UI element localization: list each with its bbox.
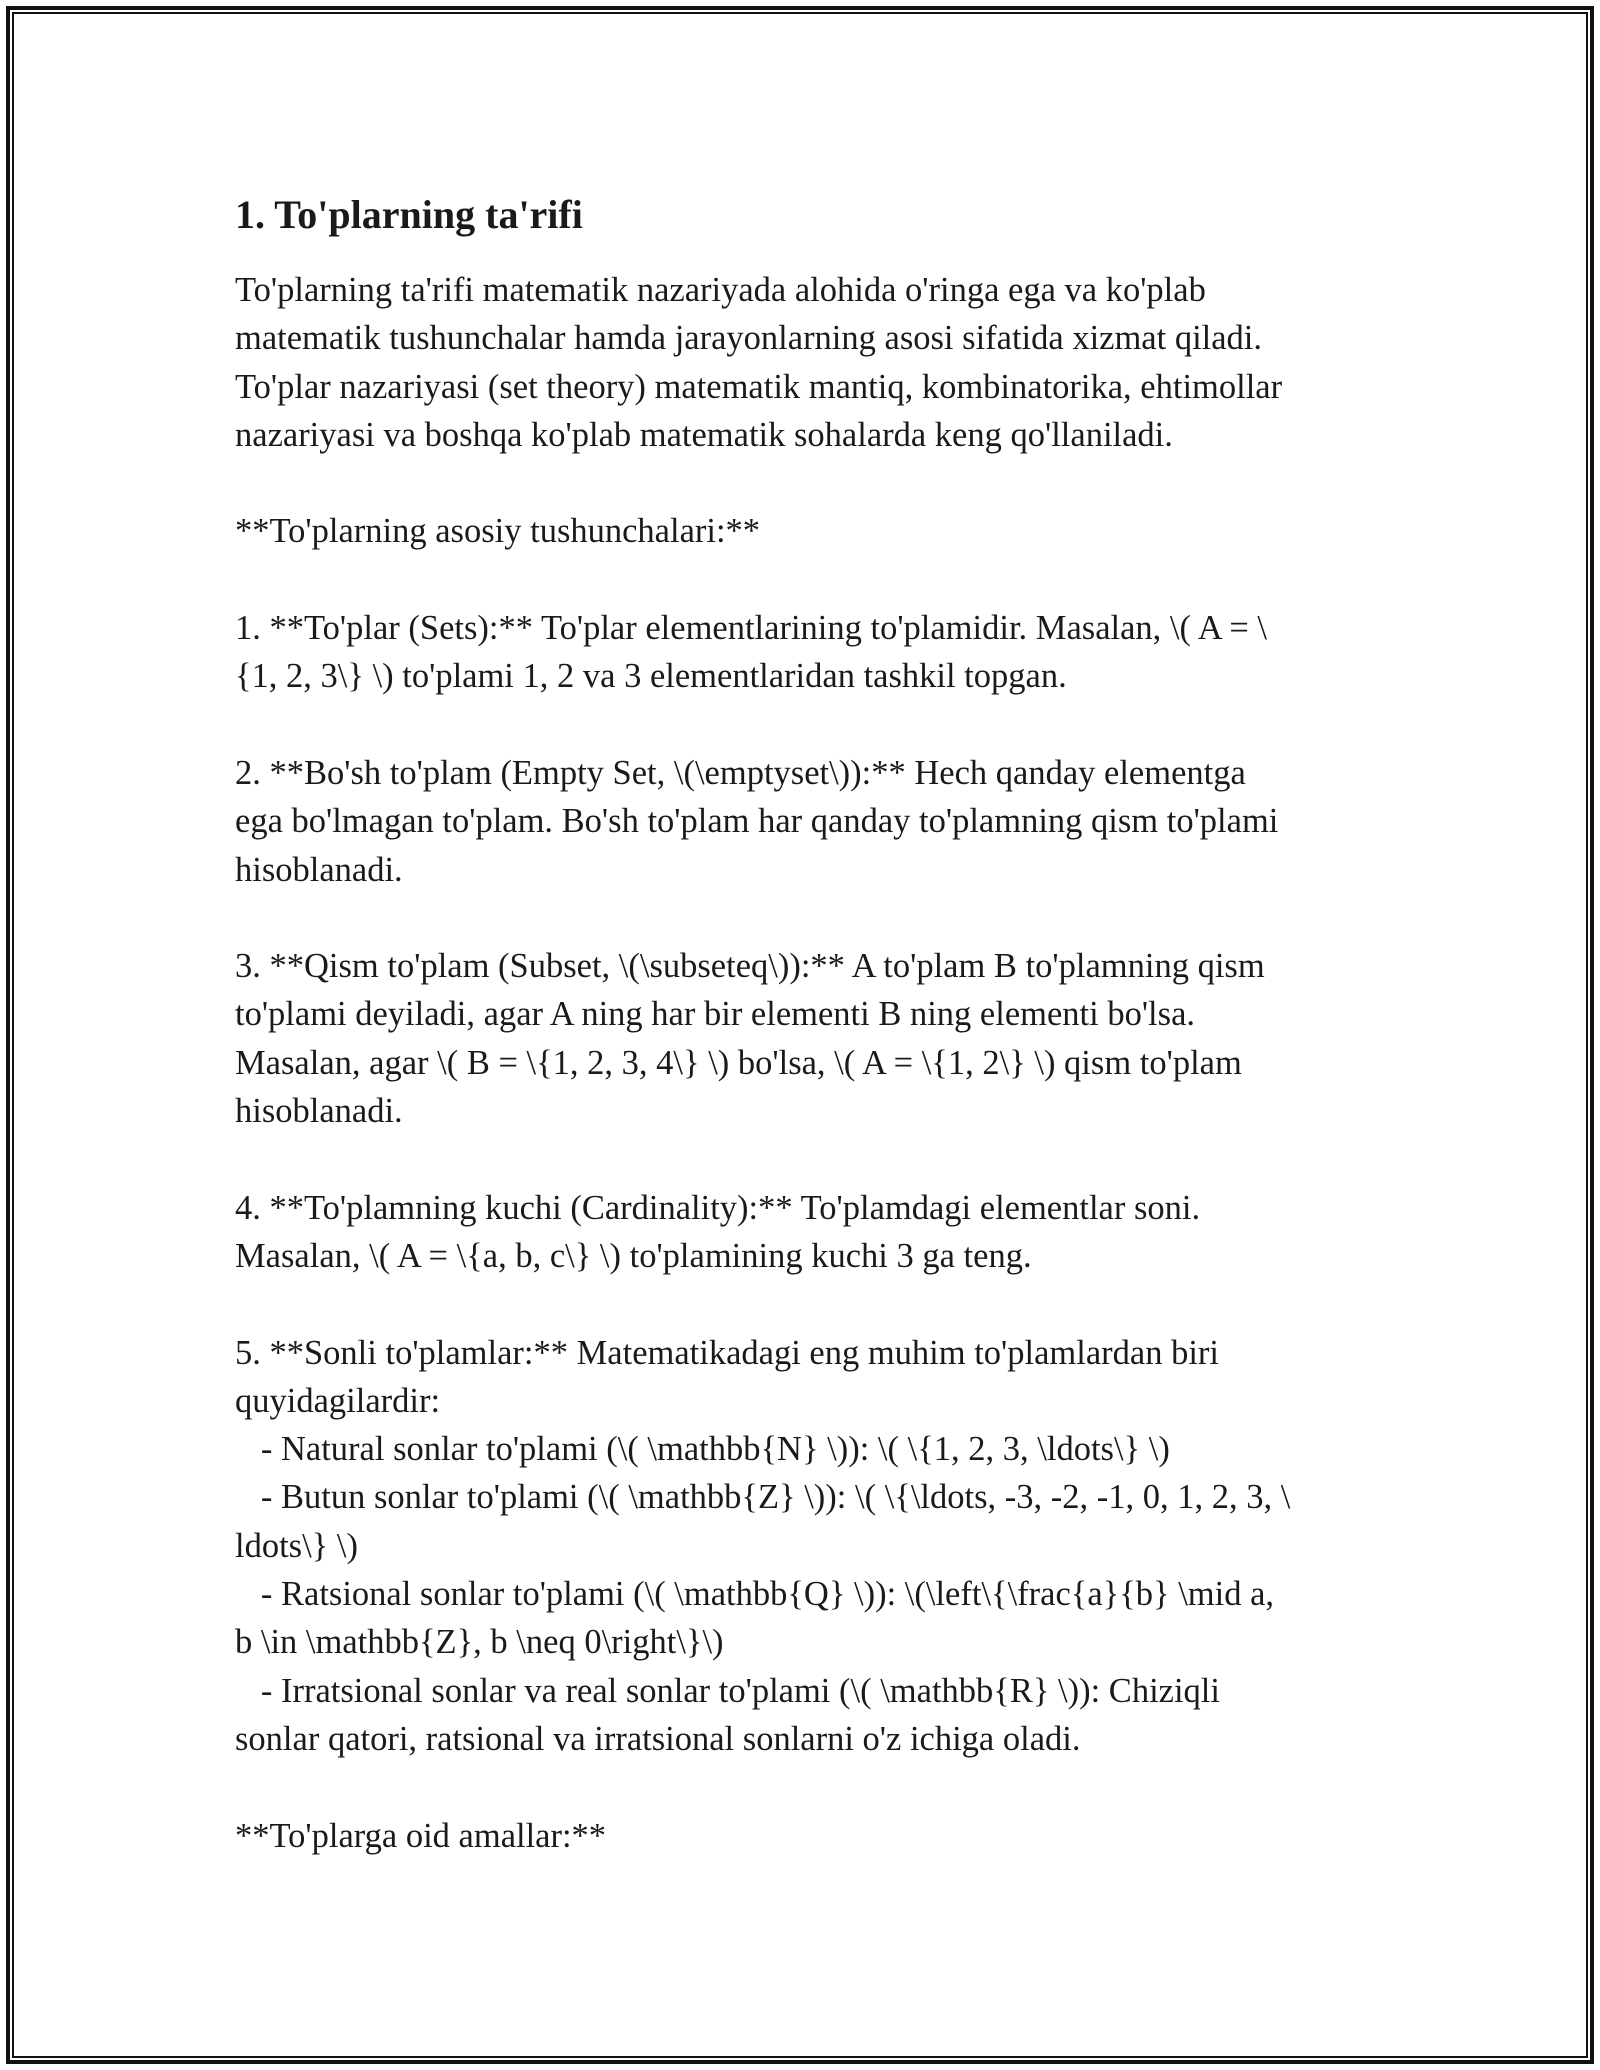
list-item-sets [235, 604, 1375, 701]
text-line: 3. **Qism to'plam (Subset, \(\subseteq\)):** A to'plam B to'plamning qism [235, 947, 1265, 986]
text-line: quyidagilardir: [235, 1381, 441, 1420]
text-line: ega bo'lmagan to'plam. Bo'sh to'plam har qanday to'plamning qism to'plami [235, 802, 1279, 841]
text-line: 1. **To'plar (Sets):** To'plar elementlarining to'plamidir. Masalan, \( A = \ [235, 609, 1268, 648]
text-line: To'plar nazariyasi (set theory) matematik mantiq, kombinatorika, ehtimollar [235, 367, 1283, 406]
text-line: - Natural sonlar to'plami (\( \mathbb{N} \)): \( \{1, 2, 3, \ldots\} \) [235, 1430, 1170, 1469]
list-item-number-sets [235, 1329, 1375, 1764]
text-line: b \in \mathbb{Z}, b \neq 0\right\}\) [235, 1623, 724, 1662]
text-line: **To'plarning asosiy tushunchalari:** [235, 512, 761, 551]
paragraph-gap [235, 459, 1375, 507]
paragraph-gap [235, 1763, 1375, 1811]
text-line: to'plami deyiladi, agar A ning har bir elementi B ning elementi bo'lsa. [235, 995, 1196, 1034]
text-line: 5. **Sonli to'plamlar:** Matematikadagi eng muhim to'plamlardan biri [235, 1333, 1219, 1372]
text-line: {1, 2, 3\} \) to'plami 1, 2 va 3 elementlaridan tashkil topgan. [235, 657, 1067, 696]
paragraph-gap [235, 701, 1375, 749]
paragraph-gap [235, 1135, 1375, 1183]
paragraph-gap [235, 894, 1375, 942]
basics-title [235, 507, 1375, 555]
text-line: **To'plarga oid amallar:** [235, 1816, 607, 1855]
text-line: - Irratsional sonlar va real sonlar to'plami (\( \mathbb{R} \)): Chiziqli [235, 1671, 1220, 1710]
list-item-cardinality [235, 1184, 1375, 1281]
text-line: Masalan, \( A = \{a, b, c\} \) to'plamining kuchi 3 ga teng. [235, 1236, 1032, 1275]
text-line: ldots\} \) [235, 1526, 358, 1565]
list-item-subset [235, 942, 1375, 1135]
text-line: - Ratsional sonlar to'plami (\( \mathbb{Q} \)): \(\left\{\frac{a}{b} \mid a, [235, 1575, 1275, 1614]
list-item-empty-set [235, 749, 1375, 894]
text-line: hisoblanadi. [235, 1092, 403, 1131]
text-line: 4. **To'plamning kuchi (Cardinality):** To'plamdagi elementlar soni. [235, 1188, 1201, 1227]
intro-paragraph [235, 266, 1375, 459]
text-line: To'plarning ta'rifi matematik nazariyada alohida o'ringa ega va ko'plab [235, 271, 1206, 309]
paragraph-gap [235, 1280, 1375, 1328]
text-line: 2. **Bo'sh to'plam (Empty Set, \(\emptyset\)):** Hech qanday elementga [235, 753, 1246, 792]
text-line: hisoblanadi. [235, 850, 403, 889]
text-line: matematik tushunchalar hamda jarayonlarning asosi sifatida xizmat qiladi. [235, 319, 1263, 358]
operations-title [235, 1812, 1375, 1860]
section-heading: 1. To'plarning ta'rifi [235, 192, 583, 237]
text-line: sonlar qatori, ratsional va irratsional sonlarni o'z ichiga oladi. [235, 1719, 1081, 1758]
text-line: nazariyasi va boshqa ko'plab matematik sohalarda keng qo'llaniladi. [235, 415, 1173, 454]
paragraph-gap [235, 556, 1375, 604]
text-line: - Butun sonlar to'plami (\( \mathbb{Z} \)): \( \{\ldots, -3, -2, -1, 0, 1, 2, 3, \ [235, 1478, 1291, 1517]
document-body [235, 188, 1375, 1860]
text-line: Masalan, agar \( B = \{1, 2, 3, 4\} \) bo'lsa, \( A = \{1, 2\} \) qism to'plam [235, 1043, 1242, 1082]
